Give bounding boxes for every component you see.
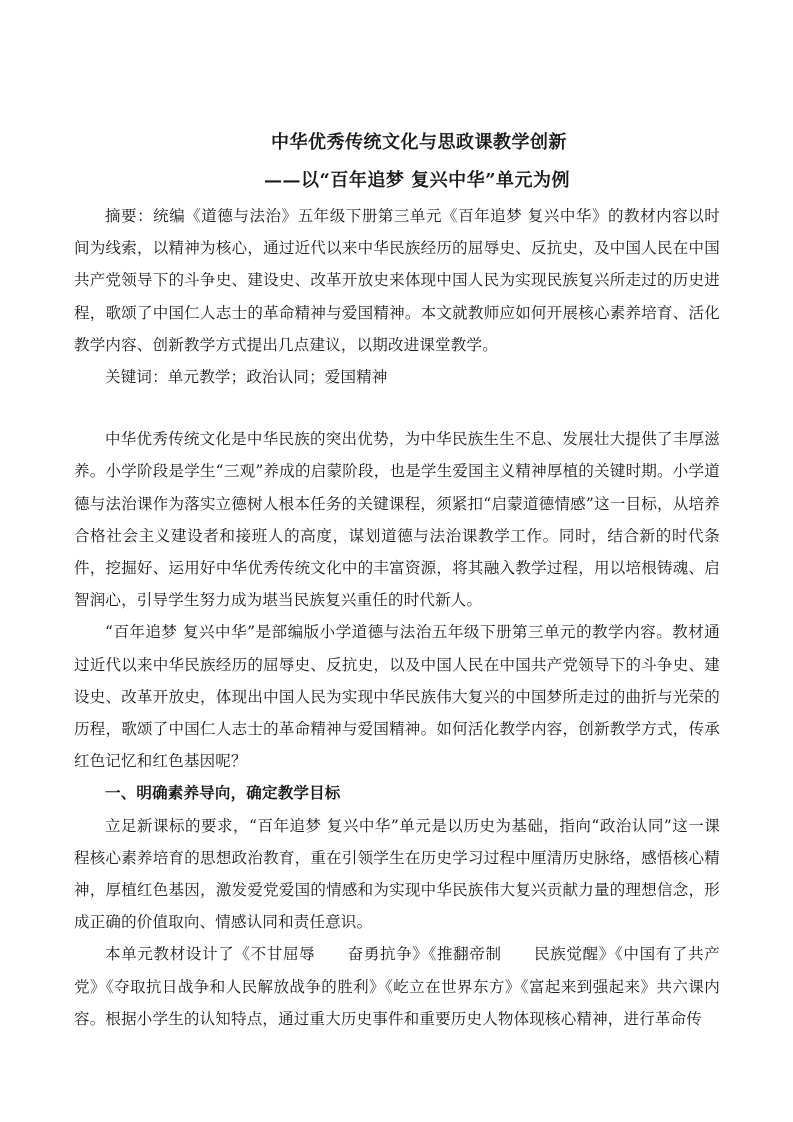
- section-heading-1: 一、明确素养导向，确定教学目标: [105, 783, 341, 803]
- abstract-paragraph: 摘要：统编《道德与法治》五年级下册第三单元《百年追梦 复兴中华》的教材内容以时间为线索，以精神为核心，通过近代以来中华民族经历的屈辱史、反抗史，及中国人民在中国共产党领导下的斗争史、建设史、改革开放史来体现中国人民为实现民族复兴所走过的历史进程，歌颂了中国仁人志士的革命精神与爱国精神。本文就教师应如何开展核心素养培育、活化教学内容、创新教学方式提出几点建议，以期改进课堂教学。: [74, 207, 720, 354]
- document-title: 中华优秀传统文化与思政课教学创新: [271, 132, 567, 153]
- section-spacer: [74, 393, 720, 423]
- document-subtitle: ——以“百年追梦 复兴中华”单元为例: [264, 170, 570, 191]
- keywords-line: 关键词：单元教学；政治认同；爱国精神: [105, 368, 388, 387]
- section1-paragraph-2: 本单元教材设计了《不甘屈辱 奋勇抗争》《推翻帝制 民族觉醒》《中国有了共产党》《夺取抗日战争和人民解放战争的胜利》《屹立在世界东方》《富起来到强起来》共六课内容。根据小学生的认知特点，通过重大历史事件和重要历史人物体现核心精神，进行革命传: [74, 945, 720, 1028]
- body-paragraph-2: “百年追梦 复兴中华”是部编版小学道德与法治五年级下册第三单元的教学内容。教材通过近代以来中华民族经历的屈辱史、反抗史，以及中国人民在中国共产党领导下的斗争史、建设史、改革开放史，体现出中国人民为实现中华民族伟大复兴的中国梦所走过的曲折与光荣的历程，歌颂了中国仁人志士的革命精神与爱国精神。如何活化教学内容，创新教学方式，传承红色记忆和红色基因呢？: [74, 623, 720, 771]
- body-paragraph-1: 中华优秀传统文化是中华民族的突出优势，为中华民族生生不息、发展壮大提供了丰厚滋养。小学阶段是学生“三观”养成的启蒙阶段，也是学生爱国主义精神厚植的关键时期。小学道德与法治课作为落实立德树人根本任务的关键课程，须紧扣“启蒙道德情感”这一目标，从培养合格社会主义建设者和接班人的高度，谋划道德与法治课教学工作。同时，结合新的时代条件，挖掘好、运用好中华优秀传统文化中的丰富资源，将其融入教学过程，用以培根铸魂、启智润心，引导学生努力成为堪当民族复兴重任的时代新人。: [74, 430, 720, 610]
- document-body: [74, 128, 720, 1035]
- section1-paragraph-1: 立足新课标的要求，“百年追梦 复兴中华”单元是以历史为基础，指向“政治认同”这一课程核心素养培育的思想政治教育，重在引领学生在历史学习过程中厘清历史脉络，感悟核心精神，厚植红色基因，激发爱党爱国的情感和为实现中华民族伟大复兴贡献力量的理想信念，形成正确的价值取向、情感认同和责任意识。: [74, 816, 720, 932]
